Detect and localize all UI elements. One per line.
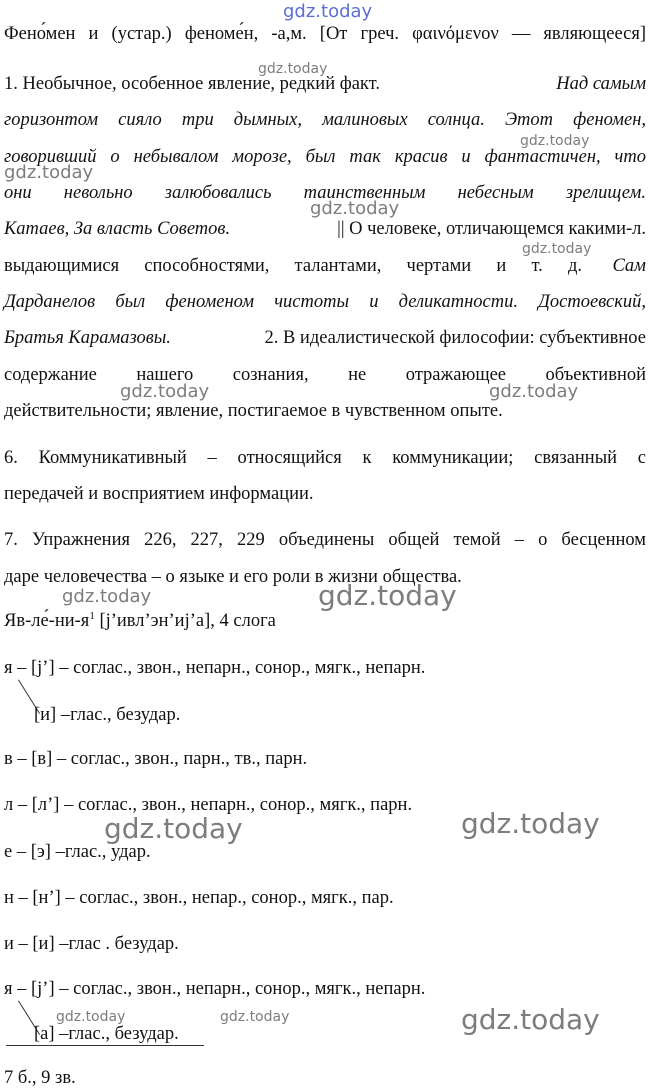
watermark: gdz.today xyxy=(4,162,94,183)
phonetic-word xyxy=(4,609,646,633)
sense1-sub-example: Сам xyxy=(612,256,646,276)
sense2-line3: действительности; явление, постигаемое в чувственном опыте. xyxy=(4,401,503,421)
watermark-top: gdz.today xyxy=(283,1,373,22)
watermark: gdz.today xyxy=(489,381,579,402)
watermark: gdz.today xyxy=(258,61,328,77)
sense1-line6 xyxy=(4,254,646,278)
watermark: gdz.today xyxy=(318,579,457,612)
phonetic-row-3: в – [в] – соглас., звон., парн., тв., парн. xyxy=(4,749,308,769)
watermark: gdz.today xyxy=(310,198,400,219)
phonetic-sup: 1 xyxy=(89,609,95,622)
watermark: gdz.today xyxy=(520,133,590,149)
quote-source-2: Братья Карамазовы. xyxy=(4,328,171,348)
quote-source: Катаев, За власть Советов. xyxy=(4,219,231,239)
phonetic-row-7: и – [и] –глас . безудар. xyxy=(4,934,179,954)
sense1-line8 xyxy=(4,326,646,350)
sense1-sub-text: выдающимися способностями, талантами, чертами и т. д. xyxy=(4,256,582,276)
sense1-line5 xyxy=(4,217,646,241)
definition-header: Фено́мен и (устар.) феноме́н, -а,м. [От греч. φαινόμενον — являющееся] xyxy=(4,24,646,44)
item6-line1: 6. Коммуникативный – относящийся к коммуникации; связанный с xyxy=(4,448,646,468)
item6-line2: передачей и восприятием информации. xyxy=(4,484,314,504)
sense1-text: 1. Необычное, особенное явление, редкий факт. xyxy=(4,74,380,94)
sense1-line4: они невольно залюбовались таинственным небесным зрелищем. xyxy=(4,183,646,203)
phonetic-row-6: н – [н’] – соглас., звон., непар., сонор., мягк., пар. xyxy=(4,888,394,908)
watermark: gdz.today xyxy=(120,381,210,402)
phonetic-row-8: я – [j’] – соглас., звон., непарн., сонор., мягк., непарн. xyxy=(4,979,426,999)
phonetic-row-9: [а] –глас., безудар. xyxy=(34,1024,179,1044)
sense1-sub: || О человеке, отличающемся какими-л. xyxy=(337,219,646,239)
watermark: gdz.today xyxy=(522,241,592,257)
phonetic-row-4: л – [л’] – соглас., звон., непарн., сонор., мягк., парн. xyxy=(4,795,413,815)
phonetic-row-5: е – [э] –глас., удар. xyxy=(4,842,151,862)
watermark: gdz.today xyxy=(220,1009,290,1025)
sense2-line2: содержание нашего сознания, не отражающее объективной xyxy=(4,365,646,385)
sense1-example: Над самым xyxy=(556,74,646,94)
phonetic-row-1: я – [j’] – соглас., звон., непарн., сонор., мягк., непарн. xyxy=(4,658,426,678)
sense1-line3: говоривший о небывалом морозе, был так красив и фантастичен, что xyxy=(4,147,646,167)
phonetic-row-2: [и] –глас., безудар. xyxy=(34,705,181,725)
watermark: gdz.today xyxy=(461,1003,600,1036)
phonetic-transcription: [j’ивл’эн’иj’а], 4 слога xyxy=(94,611,276,631)
sense1-line2: горизонтом сияло три дымных, малиновых солнца. Этот феномен, xyxy=(4,110,646,130)
phonetic-syllables: Яв-ле́-ни-я xyxy=(4,611,90,631)
phonetic-summary: 7 б., 9 зв. xyxy=(4,1068,76,1088)
watermark: gdz.today xyxy=(56,1009,126,1025)
watermark: gdz.today xyxy=(62,586,152,607)
item7-line1: 7. Упражнения 226, 227, 229 объединены общей темой – о бесценном xyxy=(4,530,646,550)
item7-line2: даре человечества – о языке и его роли в жизни общества. xyxy=(4,567,462,587)
phonetic-underline xyxy=(6,1045,204,1046)
sense1-line7: Дарданелов был феноменом чистоты и деликатности. Достоевский, xyxy=(4,292,646,312)
watermark: gdz.today xyxy=(104,812,243,845)
sense2-text: 2. В идеалистической философии: субъективное xyxy=(264,328,646,348)
watermark: gdz.today xyxy=(461,807,600,840)
